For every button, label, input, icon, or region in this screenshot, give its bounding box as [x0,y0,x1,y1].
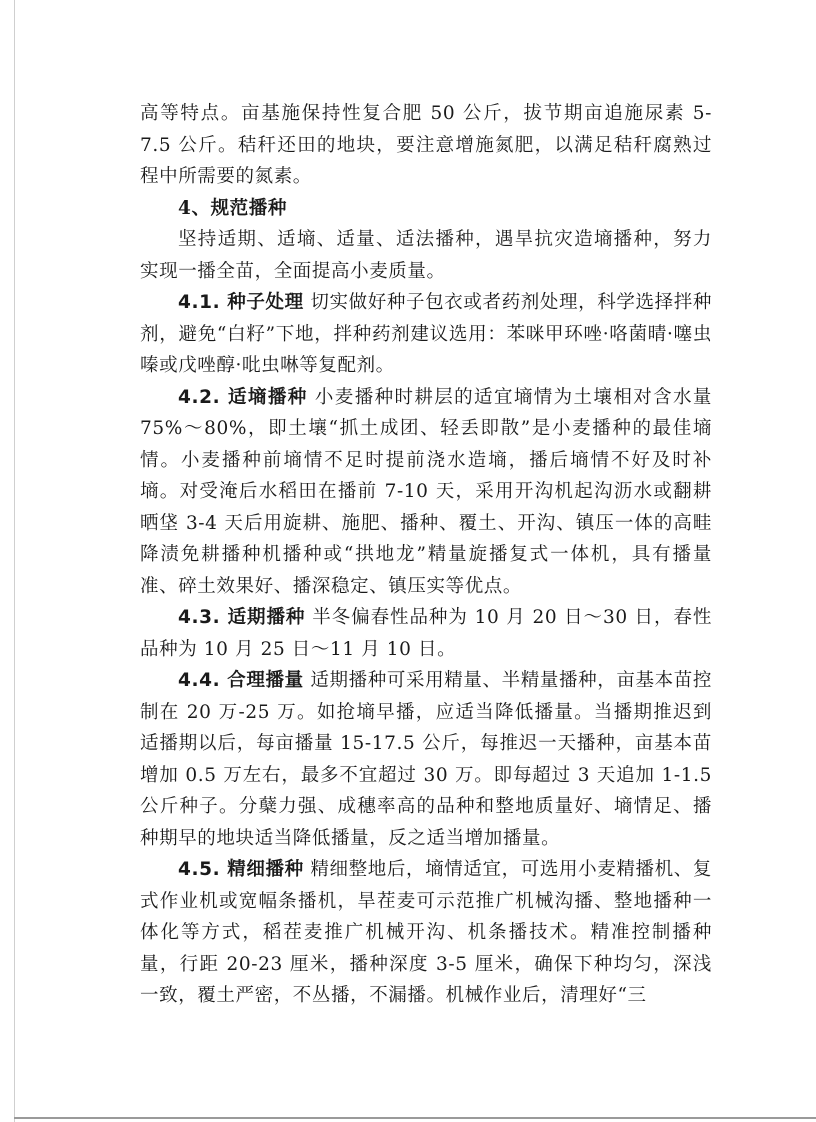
page-left-edge [14,0,15,1122]
paragraph-fine-sowing [140,854,712,1012]
subsection-lead-4-2: 4.2. 适墒播种 [178,386,308,408]
section-heading-sowing: 4、规范播种 [178,197,287,219]
page-bottom-edge [14,1117,816,1119]
subsection-lead-4-5: 4.5. 精细播种 [178,859,304,880]
paragraph-timing [140,602,712,665]
subsection-body-4-5: 精细整地后，墒情适宜，可选用小麦精播机、复式作业机或宽幅条播机，旱茬麦可示范推广机械沟播、整地播种一体化等方式，稻茬麦推广机械开沟、机条播技术。精准控制播种量，行距 20-23 厘米，播种深度 3-5 厘米，确保下种均匀，深浅一致，覆土严密，不丛播，不漏播。机械作业后，清理好“三 [140,859,712,1006]
subsection-lead-4-4: 4.4. 合理播量 [178,670,304,691]
document-page [140,98,712,1012]
subsection-body-4-4: 适期播种可采用精量、半精量播种，亩基本苗控制在 20 万-25 万。如抢墒早播，应适当降低播量。当播期推迟到适播期以后，每亩播量 15-17.5 公斤，每推迟一天播种，亩基本苗增加 0.5 万左右，最多不宜超过 30 万。即每超过 3 天追加 1-1.5 公斤种子。分蘖力强、成穗率高的品种和整地质量好、墒情足、播种期早的地块适当降低播量，反之适当增加播量。 [140,670,712,849]
subsection-lead-4-3: 4.3. 适期播种 [178,607,306,628]
paragraph-seed-treatment [140,287,712,382]
paragraph-fertilizer: 高等特点。亩基施保持性复合肥 50 公斤，拔节期亩追施尿素 5-7.5 公斤。秸秆还田的地块，要注意增施氮肥，以满足秸秆腐熟过程中所需要的氮素。 [140,103,712,187]
subsection-body-4-1: 切实做好种子包衣或者药剂处理，科学选择拌种剂，避免“白籽”下地，拌种药剂建议选用：苯咪甲环唑·咯菌晴·噻虫嗪或戊唑醇·吡虫啉等复配剂。 [140,292,712,376]
paragraph-soil-moisture [140,382,712,603]
subsection-lead-4-1: 4.1. 种子处理 [178,292,304,313]
subsection-body-4-3: 半冬偏春性品种为 10 月 20 日～30 日，春性品种为 10 月 25 日～11 月 10 日。 [140,607,712,660]
subsection-body-4-2: 小麦播种时耕层的适宜墒情为土壤相对含水量 75%～80%，即土壤“抓土成团、轻丢即散”是小麦播种的最佳墒情。小麦播种前墒情不足时提前浇水造墒，播后墒情不好及时补墒。对受淹后水稻田在播前 7-10 天，采用开沟机起沟沥水或翻耕晒垡 3-4 天后用旋耕、施肥、播种、覆土、开沟、镇压一体的高畦降渍免耕播种机播种或“拱地龙”精量旋播复式一体机，具有播量准、碎土效果好、播深稳定、镇压实等优点。 [140,386,712,597]
paragraph-sowing-intro: 坚持适期、适墒、适量、适法播种，遇旱抗灾造墒播种，努力实现一播全苗，全面提高小麦质量。 [140,229,712,282]
paragraph-seeding-rate [140,665,712,854]
